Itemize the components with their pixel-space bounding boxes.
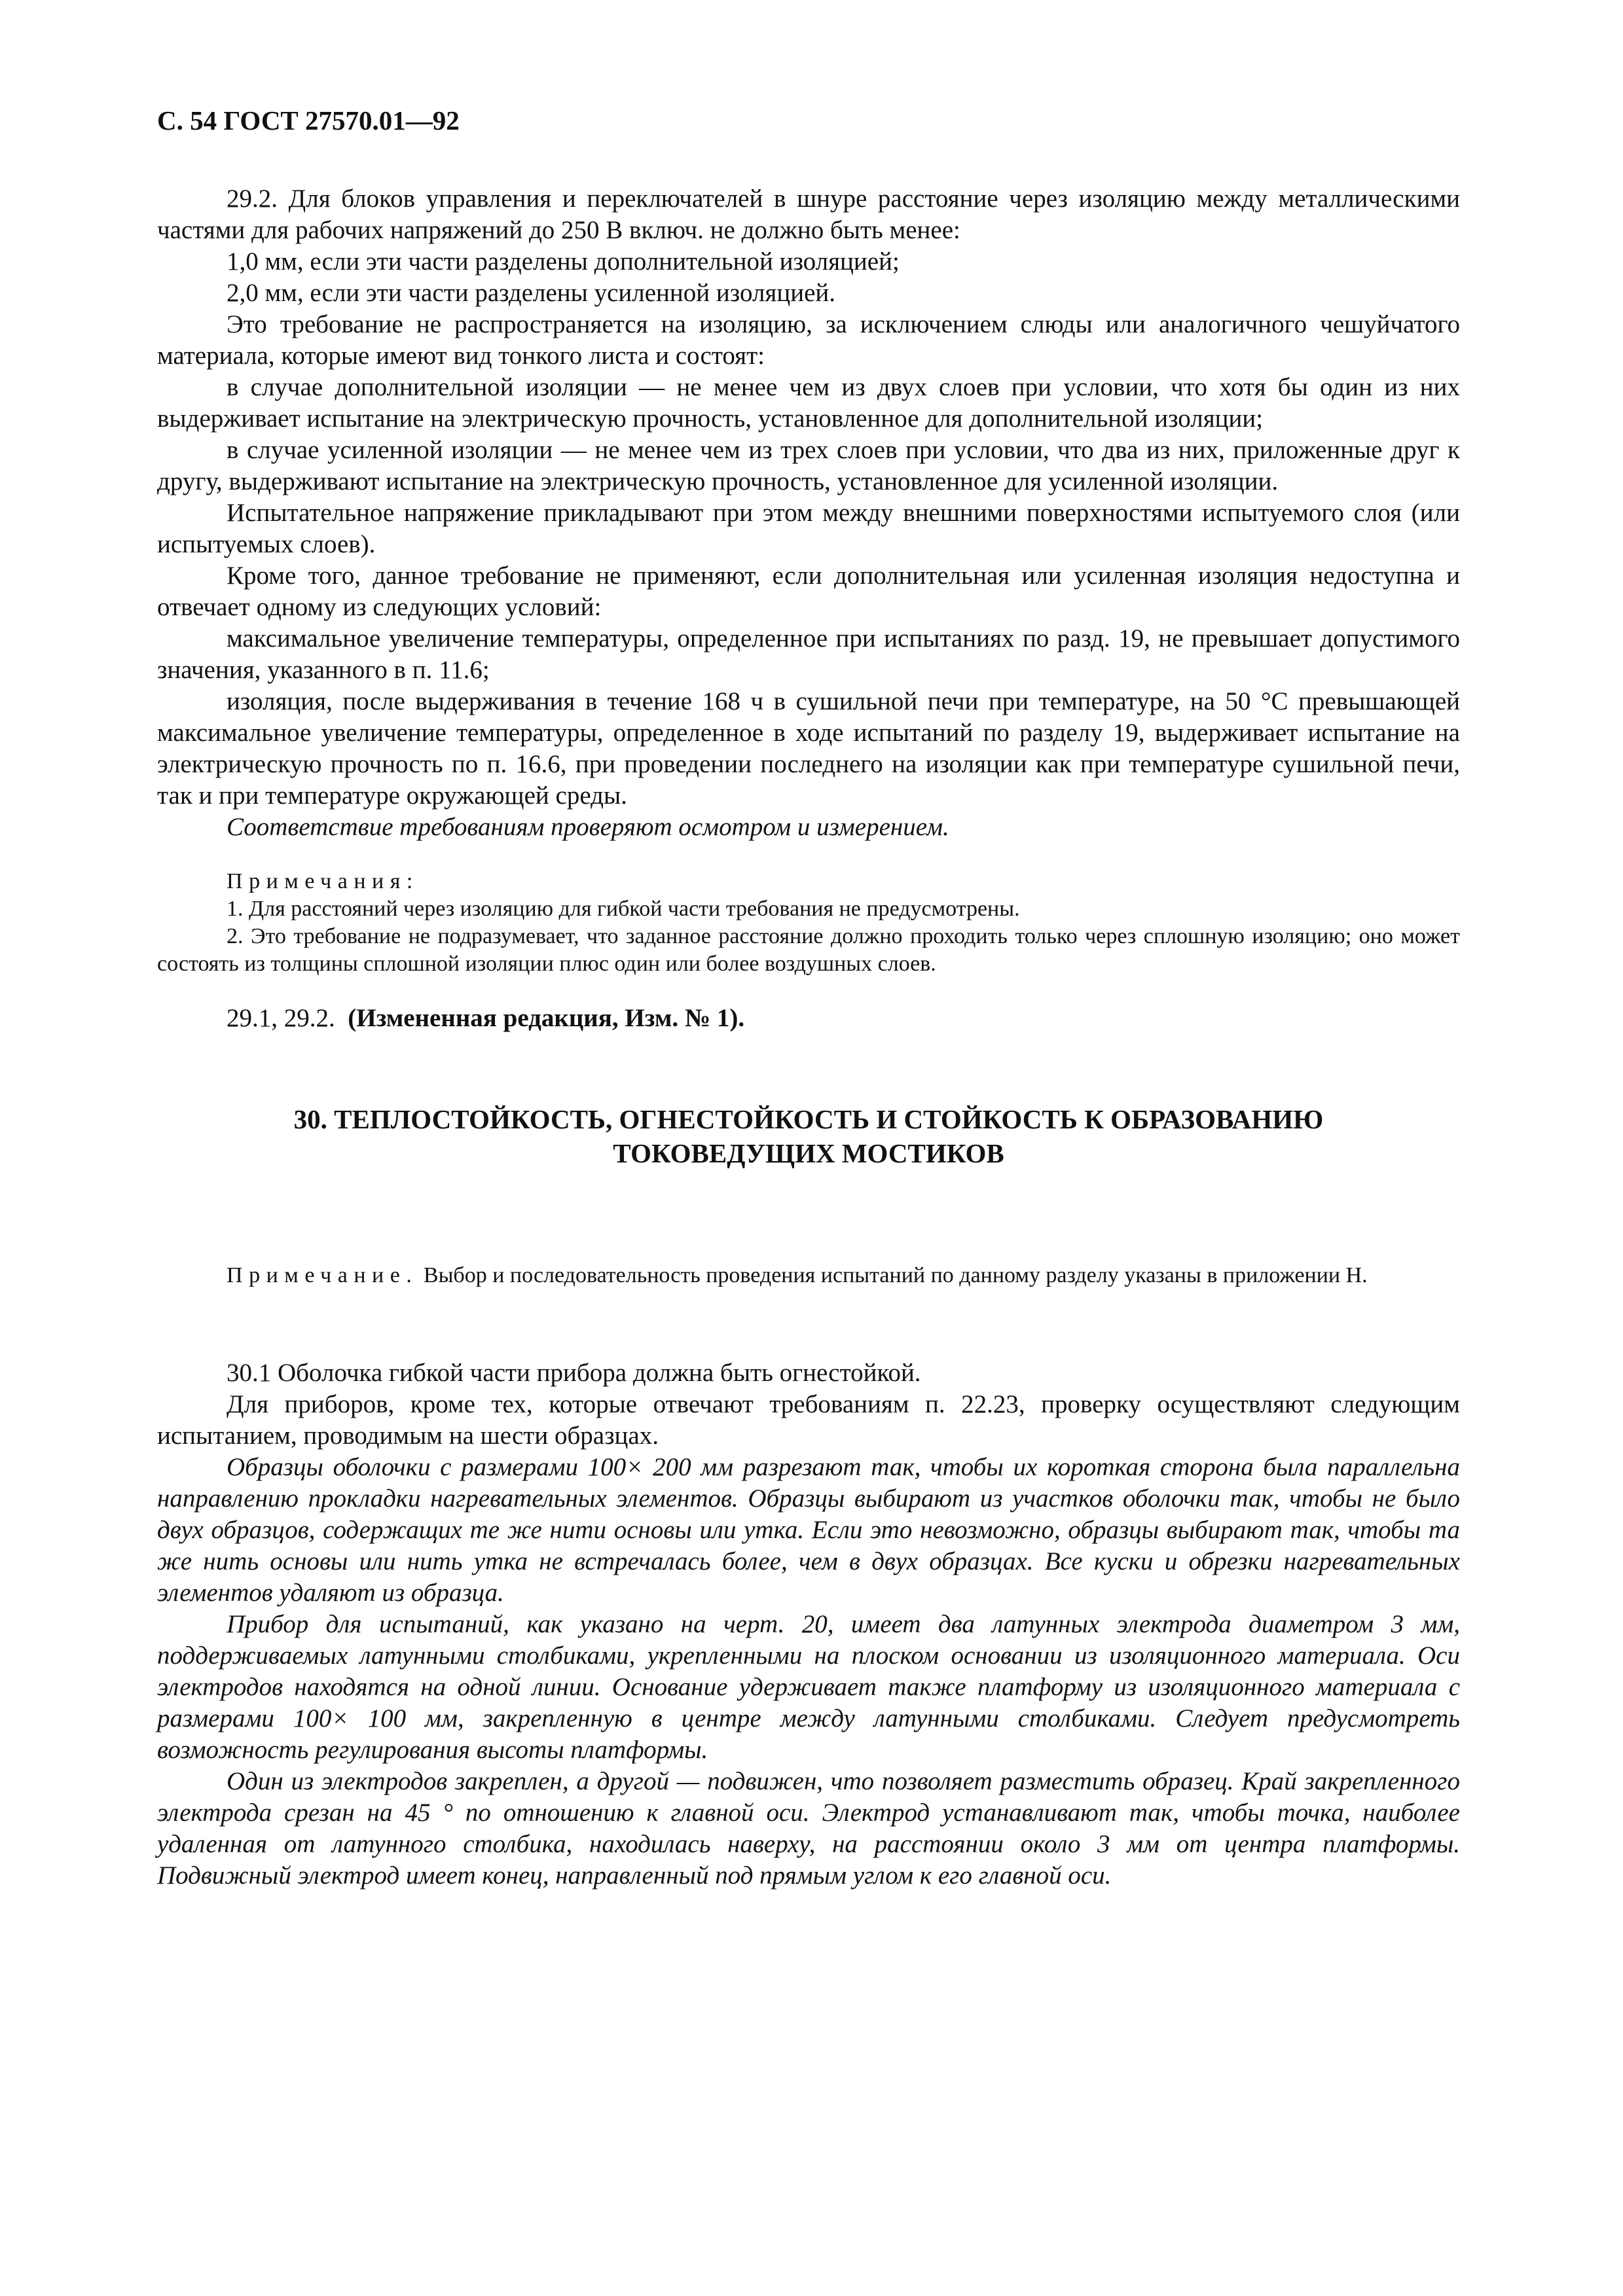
document-page: [157, 105, 1460, 1892]
note-2: 2. Это требование не подразумевает, что заданное расстояние должно проходить только через сплошную изоляцию; оно может состоять из толщины сплошной изоляции плюс один или более воздушных слоев.: [157, 924, 1460, 976]
section-30-note-text: Выбор и последовательность проведения испытаний по данному разделу указаны в приложении Н.: [423, 1263, 1368, 1287]
clause-29-2-paragraph: в случае усиленной изоляции — не менее чем из трех слоев при условии, что два из них, приложенные друг к другу, выдерживают испытание на электрическую прочность, установленное для усиленной изоляции.: [157, 436, 1460, 495]
amendment-line: [157, 1003, 1460, 1034]
clause-30-1-paragraph: Образцы оболочки с размерами 100× 200 мм разрезают так, чтобы их короткая сторона была параллельна направлению прокладки нагревательных элементов. Образцы выбирают из участков оболочки так, чтобы не было двух образцов, содержащих те же нити основы или утка. Если это невозможно, образцы выбирают так, чтобы та же нить основы или нить утка не встречалась более, чем в двух образцах. Все куски и обрезки нагревательных элементов удаляют из образца.: [157, 1453, 1460, 1607]
notes-title: Примечания:: [227, 869, 419, 893]
section-30-title-line-1: 30. ТЕПЛОСТОЙКОСТЬ, ОГНЕСТОЙКОСТЬ И СТОЙКОСТЬ К ОБРАЗОВАНИЮ: [293, 1104, 1324, 1134]
clause-29-2-intro: 29.2. Для блоков управления и переключателей в шнуре расстояние через изоляцию между металлическими частями для рабочих напряжений до 250 В включ. не должно быть менее:: [157, 185, 1460, 244]
clause-30-1-paragraph: Для приборов, кроме тех, которые отвечают требованиям п. 22.23, проверку осуществляют следующим испытанием, проводимым на шести образцах.: [157, 1390, 1460, 1450]
clause-30-1: 30.1 Оболочка гибкой части прибора должна быть огнестойкой.: [227, 1359, 921, 1387]
clause-29-2-item-2: 2,0 мм, если эти части разделены усиленной изоляцией.: [227, 279, 836, 307]
section-30-note-label: Примечание.: [227, 1263, 418, 1287]
notes-block: [157, 868, 1460, 978]
clause-30-1-paragraph: Один из электродов закреплен, а другой — подвижен, что позволяет разместить образец. Край закрепленного электрода срезан на 45 ° по отношению к главной оси. Электрод устанавливают так, чтобы точка, наиболее удаленная от латунного столбика, находилась наверху, на расстоянии около 3 мм от центра платформы. Подвижный электрод имеет конец, направленный под прямым углом к его главной оси.: [157, 1767, 1460, 1890]
clause-29-2-paragraph: Кроме того, данное требование не применяют, если дополнительная или усиленная изоляция недоступна и отвечает одному из следующих условий:: [157, 562, 1460, 621]
note-1: 1. Для расстояний через изоляцию для гибкой части требования не предусмотрены.: [227, 897, 1020, 921]
clause-29-2-paragraph: Это требование не распространяется на изоляцию, за исключением слюды или аналогичного чешуйчатого материала, которые имеют вид тонкого листа и состоят:: [157, 310, 1460, 370]
section-30-title: [157, 1102, 1460, 1170]
clause-29-2-paragraph: в случае дополнительной изоляции — не менее чем из двух слоев при условии, что хотя бы один из них выдерживает испытание на электрическую прочность, установленное для дополнительной изоляции;: [157, 373, 1460, 433]
compliance-check-text: Соответствие требованиям проверяют осмотром и измерением.: [227, 813, 949, 841]
page-header: С. 54 ГОСТ 27570.01—92: [157, 105, 460, 135]
amendment-refs: 29.1, 29.2.: [227, 1004, 335, 1032]
section-30-note: [157, 1262, 1460, 1289]
clause-29-2-paragraph: изоляция, после выдерживания в течение 168 ч в сушильной печи при температуре, на 50 °С превышающей максимальное увеличение температуры, определенное в ходе испытаний по разделу 19, выдерживает испытание на электрическую прочность по п. 16.6, при проведении последнего на изоляции как при температуре сушильной печи, так и при температуре окружающей среды.: [157, 687, 1460, 810]
clause-30-1-paragraph: Прибор для испытаний, как указано на черт. 20, имеет два латунных электрода диаметром 3 мм, поддерживаемых латунными столбиками, укрепленными на плоском основании из изоляционного материала. Оси электродов находятся на одной линии. Основание удерживает также платформу из изоляционного материала с размерами 100× 100 мм, закрепленную в центре между латунными столбиками. Следует предусмотреть возможность регулирования высоты платформы.: [157, 1610, 1460, 1764]
clause-29-2-item-1: 1,0 мм, если эти части разделены дополнительной изоляцией;: [227, 247, 900, 276]
amendment-text: (Измененная редакция, Изм. № 1).: [348, 1004, 745, 1032]
clause-29-2-paragraph: Испытательное напряжение прикладывают при этом между внешними поверхностями испытуемого слоя (или испытуемых слоев).: [157, 499, 1460, 558]
section-30-title-line-2: ТОКОВЕДУЩИХ МОСТИКОВ: [613, 1138, 1004, 1168]
clause-29-2-paragraph: максимальное увеличение температуры, определенное при испытаниях по разд. 19, не превышает допустимого значения, указанного в п. 11.6;: [157, 624, 1460, 684]
